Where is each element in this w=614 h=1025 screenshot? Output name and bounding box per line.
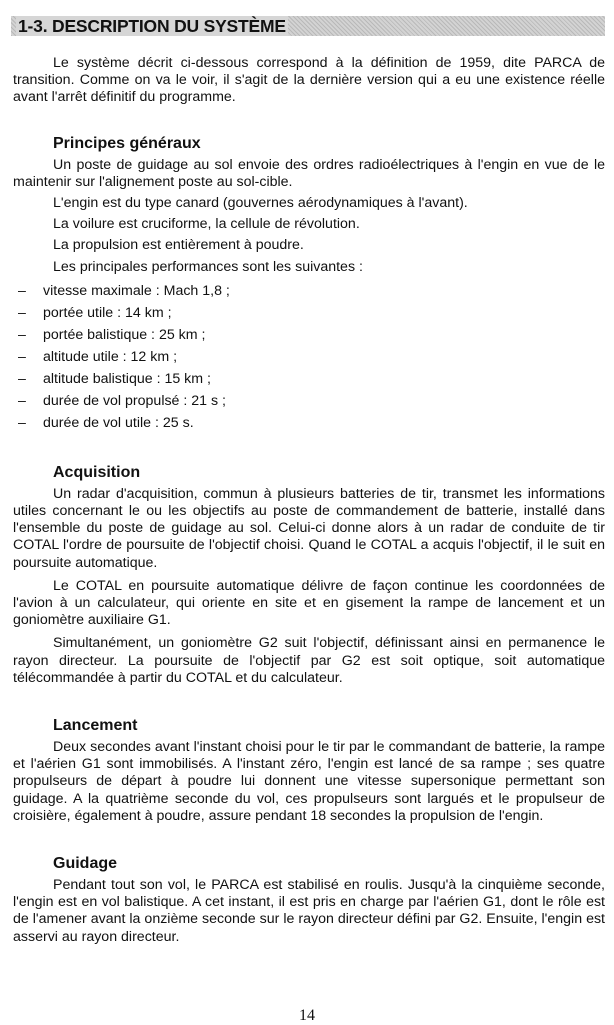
heading-guidage: Guidage — [53, 855, 118, 873]
heading-principes-generaux: Principes généraux — [53, 134, 201, 152]
principes-line-voilure: La voilure est cruciforme, la cellule de révolution. — [53, 216, 360, 233]
section-banner — [11, 16, 605, 36]
intro-paragraph: Le système décrit ci-dessous correspond à la définition de 1959, dite PARCA de transition. Comme on va le voir, il s'agit de la dernière version qui a eu une existence réelle avant l'arrêt définitif du programme. — [13, 55, 605, 106]
list-item: – portée balistique : 25 km ; — [13, 324, 605, 346]
principes-line-propulsion: La propulsion est entièrement à poudre. — [53, 237, 304, 254]
heading-acquisition: Acquisition — [53, 463, 141, 481]
list-item: – vitesse maximale : Mach 1,8 ; — [13, 280, 605, 302]
principes-paragraph: Un poste de guidage au sol envoie des ordres radioélectriques à l'engin en vue de le maintenir sur l'alignement poste au sol-cible. — [13, 156, 605, 190]
heading-lancement: Lancement — [53, 717, 138, 735]
performance-list — [13, 280, 605, 434]
lancement-paragraph: Deux secondes avant l'instant choisi pour le tir par le commandant de batterie, la rampe et l'aérien G1 sont immobilisés. A l'instant zéro, l'engin est lancé de sa rampe ; ses quatre propulseurs de départ à poudre lui donnent une vitesse supersonique permettant son guidage. A la quatrième seconde du vol, ces propulseurs sont largués et le propulseur de croisière, également à poudre, assure pendant 18 secondes la propulsion de l'engin. — [13, 739, 605, 824]
section-title: 1-3. DESCRIPTION DU SYSTÈME — [18, 16, 286, 36]
acquisition-paragraph-3: Simultanément, un goniomètre G2 suit l'objectif, définissant ainsi en permanence le rayon directeur. La poursuite de l'objectif par G2 est soit optique, soit automatique télécommandée à partir du COTAL et du calculateur. — [13, 635, 605, 686]
acquisition-paragraph-2: Le COTAL en poursuite automatique délivre de façon continue les coordonnées de l'avion à un calculateur, qui oriente en site et en gisement la rampe de lancement et un goniomètre auxiliaire G1. — [13, 577, 605, 629]
guidage-paragraph: Pendant tout son vol, le PARCA est stabilisé en roulis. Jusqu'à la cinquième seconde, l'engin est en vol balistique. A cet instant, il est pris en charge par l'aérien G1, dont le rôle est de l'amener avant la onzième seconde sur le rayon directeur défini par G2. Ensuite, l'engin est asservi au rayon directeur. — [13, 877, 605, 945]
list-item: – durée de vol propulsé : 21 s ; — [13, 390, 605, 412]
list-item: – altitude balistique : 15 km ; — [13, 368, 605, 390]
document-body — [13, 55, 605, 946]
principes-line-canard: L'engin est du type canard (gouvernes aérodynamiques à l'avant). — [53, 195, 468, 212]
list-item: – altitude utile : 12 km ; — [13, 346, 605, 368]
principes-line-performances: Les principales performances sont les suivantes : — [53, 258, 363, 275]
list-item: – portée utile : 14 km ; — [13, 302, 605, 324]
page-number: 14 — [299, 1007, 315, 1024]
acquisition-paragraph-1: Un radar d'acquisition, commun à plusieurs batteries de tir, transmet les informations utiles concernant le ou les objectifs au poste de commandement de batterie, installé dans l'ensemble du poste de guidage au sol. Celui-ci donne alors à un radar de conduite de tir COTAL l'ordre de poursuite de l'objectif choisi. Quand le COTAL a acquis l'objectif, il le suit en poursuite automatique. — [13, 485, 605, 571]
list-item: – durée de vol utile : 25 s. — [13, 412, 605, 434]
